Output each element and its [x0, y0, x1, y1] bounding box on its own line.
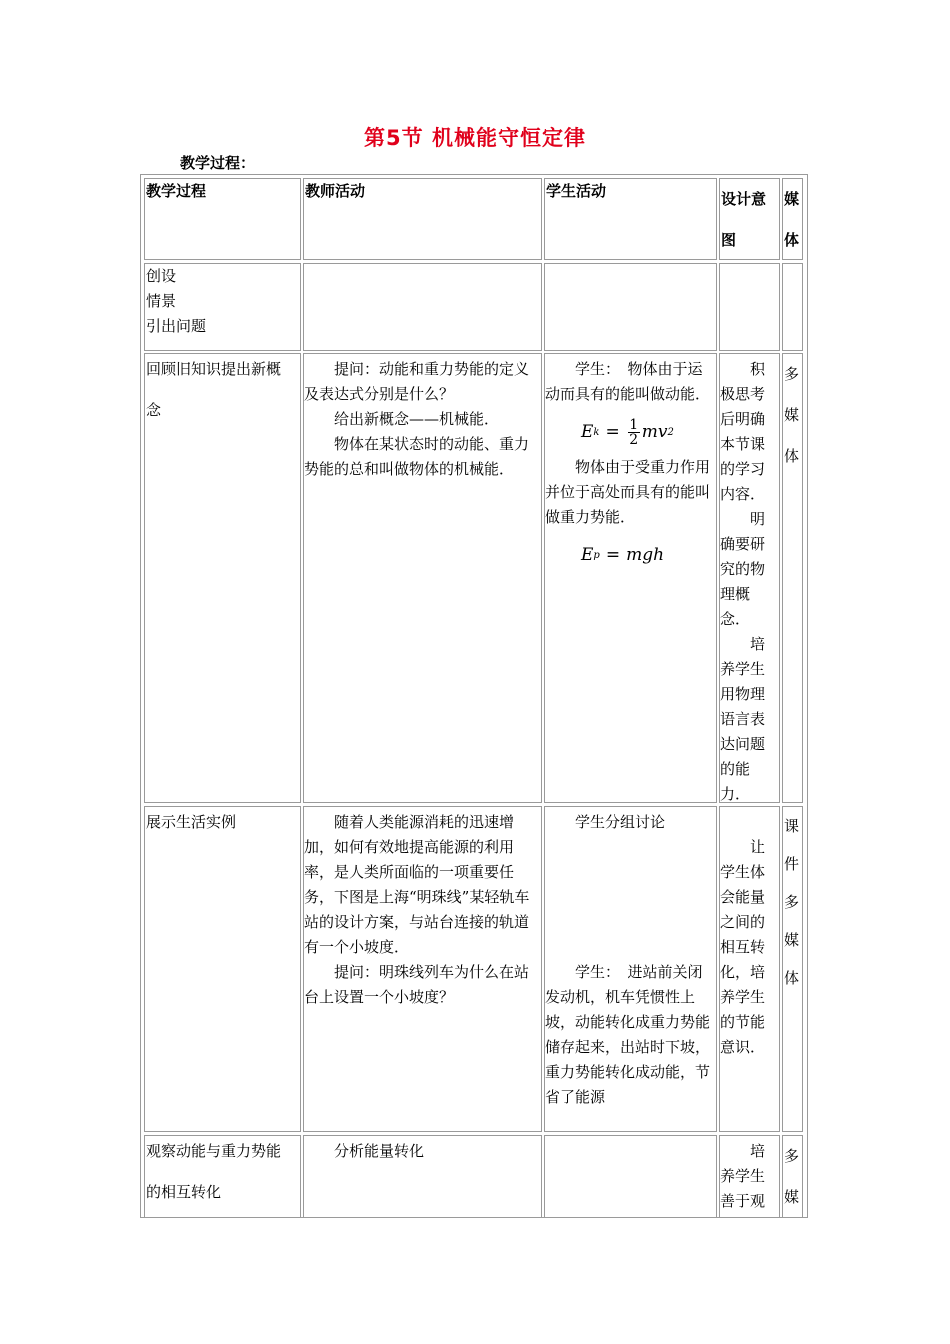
formula2-equals: = [605, 544, 621, 565]
row2-process [144, 353, 301, 803]
row4-media [782, 1135, 803, 1218]
formula1-sub: k [593, 426, 600, 438]
formula1-denominator: 2 [629, 431, 639, 448]
row3-student [544, 806, 717, 1132]
row3-student-discuss: 学生分组讨论 [575, 813, 666, 831]
row2-media [782, 353, 803, 803]
row4-intent-text: 培养学生善于观 [720, 1142, 766, 1210]
formula2-sub: p [593, 549, 600, 561]
formula1-numerator: 1 [629, 416, 639, 433]
header-media-line1: 媒 [784, 190, 800, 208]
header-intent [719, 178, 780, 260]
row3-media-4: 媒 [784, 931, 800, 949]
header-teacher [303, 178, 542, 260]
row1-process [144, 263, 301, 351]
formula1-lhs: E [581, 421, 594, 442]
row2-teacher [303, 353, 542, 803]
row4-process [144, 1135, 301, 1218]
row2-student [544, 353, 717, 803]
header-student-label: 学生活动 [546, 182, 607, 200]
row4-teacher [303, 1135, 542, 1218]
row1-process-line2: 情景 [146, 292, 177, 310]
row2-process-line1: 回顾旧知识提出新概 [146, 360, 282, 378]
formula1-rhs: mv [641, 421, 668, 442]
row1-intent [719, 263, 780, 351]
row1-student [544, 263, 717, 351]
row3-teacher-question: 提问：明珠线列车为什么在站台上设置一个小坡度？ [304, 963, 530, 1006]
row4-process-line2: 的相互转化 [146, 1183, 222, 1201]
row2-teacher-concept: 给出新概念——机械能． [334, 410, 500, 428]
row3-intent-text: 让学生体会能量之间的相互转化，培养学生的节能意识． [720, 838, 766, 1056]
row3-intent [719, 806, 780, 1132]
row1-teacher [303, 263, 542, 351]
row4-student [544, 1135, 717, 1218]
header-intent-line1: 设计意 [721, 190, 767, 208]
row3-media-2: 件 [784, 855, 800, 873]
potential-energy-formula [581, 538, 716, 572]
row2-process-line2: 念 [146, 401, 162, 419]
row2-media-1: 多 [784, 365, 800, 383]
header-process [144, 178, 301, 260]
row3-media-5: 体 [784, 969, 800, 987]
kinetic-energy-formula [581, 415, 716, 449]
lesson-table [140, 174, 808, 1218]
formula2-rhs: mgh [626, 544, 665, 565]
row2-media-3: 体 [784, 447, 800, 465]
row2-intent-2: 明确要研究的物理概念． [720, 510, 766, 628]
row1-media [782, 263, 803, 351]
row4-media-2: 媒 [784, 1188, 800, 1206]
row2-student-potential: 物体由于受重力作用并位于高处而具有的能叫做重力势能． [545, 458, 711, 526]
formula1-equals: = [605, 421, 620, 442]
row3-process-label: 展示生活实例 [146, 813, 237, 831]
row2-intent-3: 培养学生用物理语言表达问题的能力． [720, 635, 766, 803]
row4-process-line1: 观察动能与重力势能 [146, 1142, 282, 1160]
row3-media-3: 多 [784, 893, 800, 911]
row1-process-line1: 创设 [146, 267, 177, 285]
formula1-sup: 2 [667, 426, 674, 438]
row4-teacher-text: 分析能量转化 [334, 1142, 425, 1160]
row3-teacher [303, 806, 542, 1132]
row3-teacher-context: 随着人类能源消耗的迅速增加，如何有效地提高能源的利用率，是人类所面临的一项重要任务，下图是上海“明珠线”某轻轨车站的设计方案，与站台连接的轨道有一个小坡度． [304, 813, 530, 956]
row3-process [144, 806, 301, 1132]
header-teacher-label: 教师活动 [305, 182, 366, 200]
formula1-fraction [628, 418, 640, 447]
row3-media-1: 课 [784, 817, 800, 835]
row4-media-1: 多 [784, 1147, 800, 1165]
row2-teacher-question: 提问：动能和重力势能的定义及表达式分别是什么？ [304, 360, 530, 403]
row3-media [782, 806, 803, 1132]
header-media [782, 178, 803, 260]
row1-process-line3: 引出问题 [146, 317, 207, 335]
header-student [544, 178, 717, 260]
row3-student-answer: 学生： 进站前关闭发动机，机车凭惯性上坡，动能转化成重力势能储存起来，出站时下坡，重力势能转化成动能，节省了能源 [545, 963, 711, 1106]
header-intent-line2: 图 [721, 231, 737, 249]
page-title: 第5节 机械能守恒定律 [364, 126, 586, 150]
row2-intent-1: 积极思考后明确本节课的学习内容． [720, 360, 766, 503]
row2-teacher-definition: 物体在某状态时的动能、重力势能的总和叫做物体的机械能． [304, 435, 530, 478]
section-subtitle: 教学过程： [180, 154, 256, 172]
row2-student-kinetic: 学生： 物体由于运动而具有的能叫做动能． [545, 360, 711, 403]
row2-media-2: 媒 [784, 406, 800, 424]
header-process-label: 教学过程 [146, 182, 207, 200]
header-media-line2: 体 [784, 231, 800, 249]
row2-intent [719, 353, 780, 803]
row4-intent [719, 1135, 780, 1218]
formula2-lhs: E [581, 544, 594, 565]
